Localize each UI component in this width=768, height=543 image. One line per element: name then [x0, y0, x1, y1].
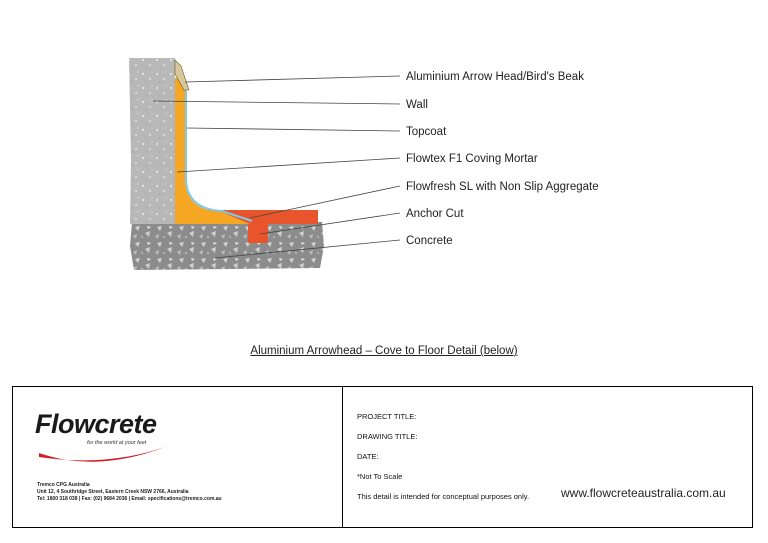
date-label: DATE:: [357, 452, 379, 461]
flowcrete-logo: [35, 409, 170, 469]
title-block-divider: [342, 387, 343, 527]
callout-flowfresh: Flowfresh SL with Non Slip Aggregate: [406, 181, 599, 193]
concrete-slab: [130, 222, 324, 270]
leader-arrowhead: [185, 76, 400, 82]
wall: [129, 58, 175, 224]
callout-coving-mortar: Flowtex F1 Coving Mortar: [406, 153, 538, 165]
callout-anchor-cut: Anchor Cut: [406, 208, 464, 220]
leader-coving-mortar: [177, 158, 400, 172]
disclaimer: This detail is intended for conceptual purposes only.: [357, 492, 530, 501]
company-name: Tremco CPG Australia: [37, 482, 90, 488]
website-link[interactable]: www.flowcreteaustralia.com.au: [561, 486, 726, 500]
callout-concrete: Concrete: [406, 235, 453, 247]
company-contact: Tel: 1800 318 038 | Fax: (02) 9684 2036 | Email: specifications@tremco.com.au: [37, 496, 222, 502]
scale-note: *Not To Scale: [357, 472, 403, 481]
callout-arrowhead: Aluminium Arrow Head/Bird's Beak: [406, 71, 584, 83]
brand-swoosh-icon: [37, 443, 167, 469]
topcoat-line: [186, 82, 252, 221]
project-title-label: PROJECT TITLE:: [357, 412, 417, 421]
brand-wordmark: Flowcrete: [35, 409, 157, 439]
callout-wall: Wall: [406, 99, 428, 111]
leader-wall: [153, 101, 400, 104]
drawing-title-label: DRAWING TITLE:: [357, 432, 418, 441]
leader-flowfresh: [250, 186, 400, 218]
callout-topcoat: Topcoat: [406, 126, 447, 138]
detail-caption: Aluminium Arrowhead – Cove to Floor Detail (below): [250, 345, 518, 357]
brand-tagline: for the world at your feet: [87, 440, 147, 446]
company-address: Unit 12, 4 Southridge Street, Eastern Creek NSW 2766, Australia: [37, 489, 189, 495]
title-block: [12, 386, 753, 528]
leader-topcoat: [187, 128, 400, 131]
